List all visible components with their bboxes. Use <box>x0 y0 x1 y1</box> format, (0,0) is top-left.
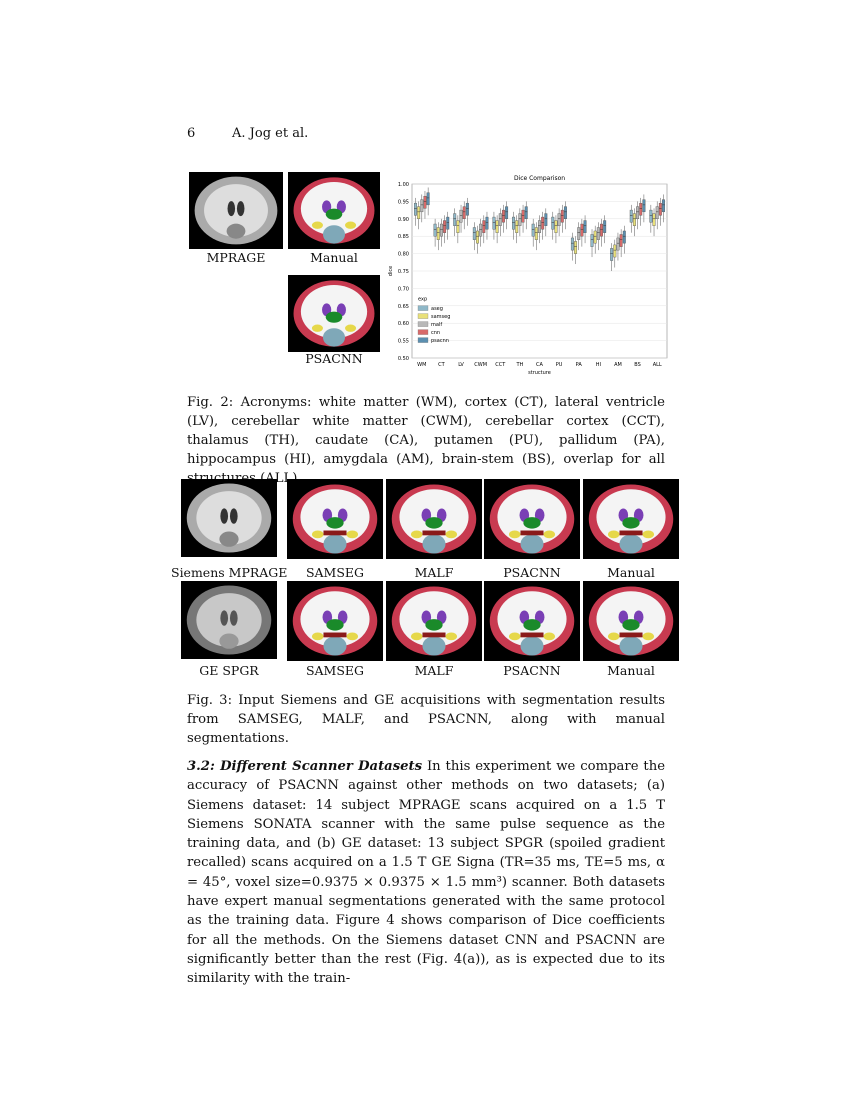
box-samseg <box>496 221 499 233</box>
box-malf <box>460 210 463 222</box>
running-header-authors: A. Jog et al. <box>232 126 309 141</box>
box-cnn <box>502 210 505 222</box>
legend-label-aseg: aseg <box>431 306 443 313</box>
box-psacnn <box>623 231 626 243</box>
fig3-row1-image-1 <box>287 479 383 559</box>
box-psacnn <box>505 207 508 219</box>
x-tick-label: TH <box>516 362 524 368</box>
box-malf <box>519 214 522 226</box>
fig3-caption: Fig. 3: Input Siemens and GE acquisitions with segmentation results from SAMSEG, MALF, and PSACNN, along with manual segmentations. <box>187 693 665 746</box>
fig2-manual-image <box>288 172 380 249</box>
x-tick-label: LV <box>458 362 464 368</box>
box-psacnn <box>446 217 449 229</box>
y-tick-label: 0.50 <box>397 356 409 362</box>
box-cnn <box>620 234 623 246</box>
box-malf <box>617 238 620 250</box>
x-tick-label: HI <box>595 362 601 368</box>
fig3-row1-label-0: Siemens MPRAGE <box>171 565 288 580</box>
box-cnn <box>581 224 584 236</box>
x-tick-label: CCT <box>495 362 506 368</box>
fig3-row1-image-4 <box>583 479 679 559</box>
box-psacnn <box>662 200 665 212</box>
box-aseg <box>610 248 613 260</box>
section-3-2-paragraph <box>187 757 665 989</box>
box-psacnn <box>584 221 587 233</box>
box-malf <box>499 214 502 226</box>
box-samseg <box>535 228 538 240</box>
y-tick-label: 0.80 <box>397 251 409 258</box>
x-tick-label: ALL <box>652 362 662 368</box>
fig3-row1-label-3: PSACNN <box>503 565 561 580</box>
x-tick-label: PU <box>555 362 563 368</box>
box-samseg <box>515 221 518 233</box>
legend-swatch-malf <box>418 322 428 327</box>
fig3-row1-image-3 <box>484 479 580 559</box>
fig3-row2-image-3 <box>484 581 580 661</box>
box-aseg <box>512 217 515 229</box>
box-cnn <box>443 221 446 233</box>
box-malf <box>421 200 424 212</box>
fig3-row1-label-2: MALF <box>414 565 454 580</box>
y-tick-label: 0.75 <box>397 269 409 275</box>
legend-swatch-cnn <box>418 330 428 335</box>
box-samseg <box>594 231 597 243</box>
box-cnn <box>463 207 466 219</box>
fig3-row2-label-4: Manual <box>607 663 655 678</box>
fig2-psacnn-image <box>288 275 380 352</box>
fig3-row2-image-1 <box>287 581 383 661</box>
box-malf <box>479 224 482 236</box>
box-malf <box>538 221 541 233</box>
box-malf <box>597 228 600 240</box>
box-aseg <box>453 214 456 226</box>
page-number: 6 <box>187 126 196 141</box>
box-psacnn <box>603 221 606 233</box>
fig3-row2-image-0 <box>181 581 277 659</box>
box-malf <box>558 214 561 226</box>
x-tick-label: PA <box>575 362 582 368</box>
box-aseg <box>414 203 417 215</box>
box-samseg <box>653 214 656 226</box>
x-tick-label: CA <box>536 362 543 368</box>
x-tick-label: BS <box>634 362 641 368</box>
box-psacnn <box>643 200 646 212</box>
y-tick-label: 0.55 <box>397 338 409 345</box>
legend-label-psacnn: psacnn <box>431 338 449 345</box>
y-tick-label: 0.85 <box>397 234 409 241</box>
box-psacnn <box>545 214 548 226</box>
box-malf <box>656 207 659 219</box>
box-aseg <box>591 234 594 246</box>
fig2-caption: Fig. 2: Acronyms: white matter (WM), cortex (CT), lateral ventricle (LV), cerebellar white matter (CWM), cerebellar cortex (CCT), thalamus (TH), caudate (CA), putamen (PU), pallidum (PA), hippocampus (HI), amygdala (AM), brain-stem (BS), overlap for all (ALL). <box>187 395 665 486</box>
fig3-row2-label-0: GE SPGR <box>199 663 259 678</box>
box-samseg <box>476 231 479 243</box>
fig3-row2-label-3: PSACNN <box>503 663 561 678</box>
section-body-text: In this experiment we compare the accuracy of PSACNN against other methods on two datasets; (a) Siemens dataset: 14 subject MPRAGE scans acquired on a 1.5 T Siemens SONATA scanner with the same pulse sequence as the training data, and (b) GE dataset: 13 subject SPGR (spoiled gradient recalled) scans acquired on a 1.5 T GE Signa (TR=35 ms, TE=5 ms, α = 45°, voxel size=0.9375 × 0.9375 × 1.5 mm³) scanner. Both datasets have expert manual segmentations generated with the same protocol as the training data. Figure 4 shows comparison of Dice coefficients for all the methods. On the Siemens dataset CNN and PSACNN are significantly better than the rest (Fig. 4(a)), as is expected due to its similarity with the train- <box>187 759 665 987</box>
box-aseg <box>571 238 574 250</box>
box-samseg <box>555 221 558 233</box>
legend-label-cnn: cnn <box>431 330 441 337</box>
box-cnn <box>522 210 525 222</box>
legend-title: exp <box>418 296 428 303</box>
x-tick-label: CT <box>438 362 445 368</box>
x-tick-label: WM <box>417 362 427 368</box>
y-tick-label: 0.90 <box>397 216 409 223</box>
box-malf <box>577 228 580 240</box>
box-samseg <box>457 221 460 233</box>
box-psacnn <box>486 217 489 229</box>
fig3-row1-image-2 <box>386 479 482 559</box>
box-aseg <box>473 228 476 240</box>
x-tick-label: CWM <box>474 362 488 368</box>
fig3-row1-image-0 <box>181 479 277 557</box>
fig3-row1-label-1: SAMSEG <box>305 565 365 580</box>
box-aseg <box>630 210 633 222</box>
y-tick-label: 0.65 <box>397 303 409 310</box>
box-cnn <box>483 221 486 233</box>
box-malf <box>636 207 639 219</box>
box-samseg <box>633 214 636 226</box>
chart-title: Dice Comparison <box>513 175 566 182</box>
box-aseg <box>434 224 437 236</box>
fig3-row2-label-2: MALF <box>414 663 454 678</box>
legend-label-samseg: samseg <box>431 314 451 321</box>
fig3-row2-image-4 <box>583 581 679 661</box>
box-cnn <box>424 196 427 208</box>
y-tick-label: 1.00 <box>397 182 409 188</box>
y-tick-label: 0.70 <box>397 286 409 293</box>
box-malf <box>440 224 443 236</box>
x-axis-label: structure <box>528 370 551 376</box>
legend-label-malf: malf <box>431 322 443 329</box>
box-samseg <box>614 245 617 257</box>
box-aseg <box>650 210 653 222</box>
box-psacnn <box>466 203 469 215</box>
fig3-row2-label-1: SAMSEG <box>305 663 365 678</box>
box-cnn <box>541 217 544 229</box>
fig2-manual-label: Manual <box>310 250 358 265</box>
legend-swatch-samseg <box>418 314 428 319</box>
box-aseg <box>532 224 535 236</box>
box-psacnn <box>525 207 528 219</box>
legend-swatch-aseg <box>418 306 428 311</box>
box-psacnn <box>427 193 430 205</box>
box-samseg <box>437 228 440 240</box>
fig2-psacnn-label: PSACNN <box>305 351 363 366</box>
fig2-mprage-image <box>189 172 283 249</box>
x-tick-label: AM <box>614 362 622 368</box>
y-tick-label: 0.60 <box>397 321 409 328</box>
box-aseg <box>493 217 496 229</box>
y-axis-label: dice <box>388 265 394 277</box>
box-cnn <box>561 210 564 222</box>
box-cnn <box>659 203 662 215</box>
box-samseg <box>574 241 577 253</box>
fig3-row2-image-2 <box>386 581 482 661</box>
fig3-row1-label-4: Manual <box>607 565 655 580</box>
box-psacnn <box>564 207 567 219</box>
dice-comparison-chart <box>382 170 672 380</box>
fig2-mprage-label: MPRAGE <box>206 250 266 265</box>
box-cnn <box>600 224 603 236</box>
box-samseg <box>417 207 420 219</box>
section-heading: 3.2: Different Scanner Datasets <box>187 759 423 774</box>
y-tick-label: 0.95 <box>397 199 409 206</box>
box-aseg <box>552 217 555 229</box>
box-cnn <box>639 203 642 215</box>
legend-swatch-psacnn <box>418 338 428 343</box>
